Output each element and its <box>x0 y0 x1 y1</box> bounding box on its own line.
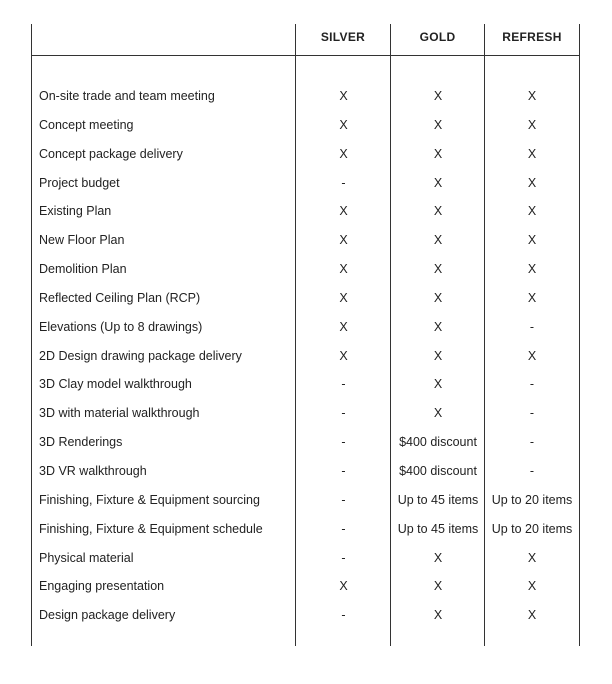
refresh-value: X <box>527 262 537 277</box>
table-row <box>0 572 612 601</box>
refresh-value: X <box>527 579 537 594</box>
feature-label: On-site trade and team meeting <box>39 89 215 103</box>
column-header-silver: SILVER <box>320 30 366 44</box>
feature-label: 3D Clay model walkthrough <box>39 377 192 392</box>
table-row <box>0 515 612 544</box>
gold-value: Up to 45 items <box>397 492 479 507</box>
feature-label: Concept meeting <box>39 117 134 132</box>
gold-value: X <box>433 204 443 219</box>
feature-label: Existing Plan <box>39 204 112 219</box>
table-row <box>0 111 612 140</box>
silver-value: X <box>339 319 348 334</box>
refresh-value: X <box>527 204 537 219</box>
refresh-value: X <box>527 233 537 248</box>
refresh-value: - <box>529 435 535 450</box>
silver-value: - <box>341 492 346 507</box>
silver-value: - <box>341 377 346 392</box>
silver-value: - <box>341 435 346 450</box>
feature-label: Elevations (Up to 8 drawings) <box>39 319 203 334</box>
feature-label: Project budget <box>39 175 120 190</box>
gold-value: X <box>433 348 443 363</box>
column-header-gold: GOLD <box>419 30 456 44</box>
feature-label: Engaging presentation <box>39 579 165 594</box>
table-row <box>0 399 612 428</box>
refresh-value: Up to 20 items <box>491 521 573 536</box>
table-row <box>0 342 612 371</box>
table-row <box>0 82 612 111</box>
gold-value: X <box>433 262 443 277</box>
table-row <box>0 169 612 198</box>
gold-value: X <box>433 175 443 190</box>
feature-label: 2D Design drawing package delivery <box>39 348 242 363</box>
silver-value: - <box>341 406 346 421</box>
feature-label: Design package delivery <box>39 608 176 623</box>
refresh-value: - <box>529 377 535 392</box>
gold-value: X <box>433 290 443 305</box>
gold-value: X <box>433 608 443 623</box>
table-row <box>0 284 612 313</box>
gold-value: X <box>433 406 443 421</box>
silver-value: - <box>341 175 346 190</box>
refresh-value: X <box>527 117 537 132</box>
table-row <box>0 544 612 573</box>
gold-value: Up to 45 items <box>397 521 479 536</box>
gold-value: $400 discount <box>399 463 477 478</box>
silver-value: X <box>339 348 348 363</box>
refresh-value: X <box>527 89 537 103</box>
table-row <box>0 370 612 399</box>
refresh-value: X <box>527 146 537 161</box>
silver-value: - <box>341 521 346 536</box>
feature-label: Finishing, Fixture & Equipment sourcing <box>39 492 260 507</box>
refresh-value: X <box>527 348 537 363</box>
gold-value: X <box>433 377 443 392</box>
feature-label: 3D Renderings <box>39 435 123 450</box>
silver-value: X <box>339 146 348 161</box>
table-row <box>0 486 612 515</box>
gold-value: X <box>433 319 443 334</box>
feature-label: 3D with material walkthrough <box>39 406 200 421</box>
refresh-value: X <box>527 550 537 565</box>
refresh-value: Up to 20 items <box>491 492 573 507</box>
silver-value: X <box>339 233 348 248</box>
refresh-value: X <box>527 608 537 623</box>
gold-value: X <box>433 89 443 103</box>
refresh-value: - <box>529 406 535 421</box>
gold-value: $400 discount <box>399 435 477 450</box>
gold-value: X <box>433 146 443 161</box>
silver-value: - <box>341 608 346 623</box>
feature-label: New Floor Plan <box>39 233 125 248</box>
feature-label: Finishing, Fixture & Equipment schedule <box>39 521 263 536</box>
feature-label: Reflected Ceiling Plan (RCP) <box>39 290 201 305</box>
header-divider <box>31 55 580 56</box>
column-header-refresh: REFRESH <box>502 30 562 44</box>
refresh-value: - <box>529 463 535 478</box>
silver-value: X <box>339 89 348 103</box>
silver-value: - <box>341 550 346 565</box>
silver-value: X <box>339 290 348 305</box>
gold-value: X <box>433 117 443 132</box>
table-row <box>0 226 612 255</box>
silver-value: X <box>339 204 348 219</box>
table-row <box>0 313 612 342</box>
refresh-value: X <box>527 175 537 190</box>
table-row <box>0 601 612 630</box>
silver-value: - <box>341 463 346 478</box>
feature-label: 3D VR walkthrough <box>39 463 147 478</box>
refresh-value: - <box>529 319 535 334</box>
gold-value: X <box>433 233 443 248</box>
gold-value: X <box>433 579 443 594</box>
silver-value: X <box>339 262 348 277</box>
table-row <box>0 197 612 226</box>
refresh-value: X <box>527 290 537 305</box>
table-row <box>0 457 612 486</box>
table-row <box>0 255 612 284</box>
silver-value: X <box>339 117 348 132</box>
table-row <box>0 140 612 169</box>
gold-value: X <box>433 550 443 565</box>
silver-value: X <box>339 579 348 594</box>
table-body <box>0 82 612 630</box>
feature-label: Demolition Plan <box>39 262 127 277</box>
feature-label: Concept package delivery <box>39 146 183 161</box>
table-row <box>0 428 612 457</box>
feature-label: Physical material <box>39 550 134 565</box>
